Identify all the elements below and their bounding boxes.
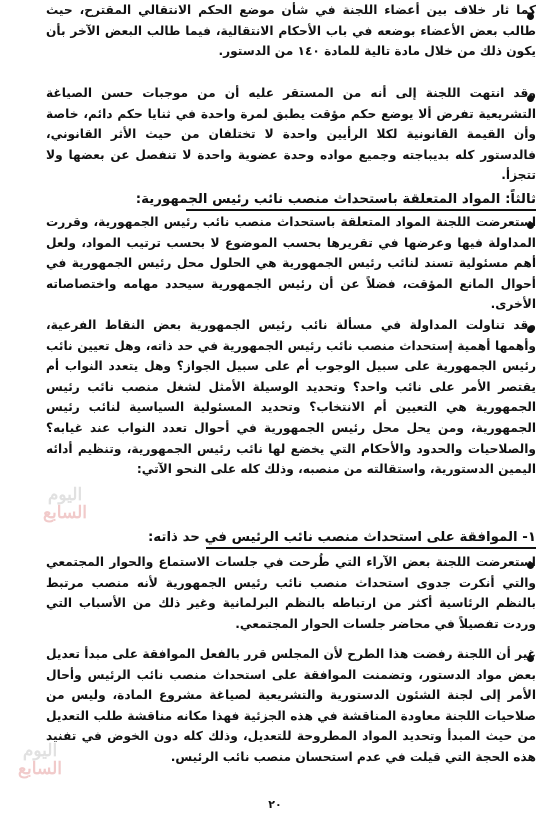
section-heading-prefix: ثالثاً: <box>505 192 536 207</box>
watermark-line-2: السابع <box>42 503 88 522</box>
subsection-heading-underline <box>206 547 536 549</box>
paragraph-3: استعرضت اللجنة المواد المتعلقة باستحداث منصب نائب رئيس الجمهورية، وقررت المداولة فيها وعرضها في تقريرها بحسب الموضوع لا بحسب ترتيب المواد، ولعل أهم مسئولية تسند لنائب رئيس الجمهورية هي الحلول محل رئيس الجمهورية في أحوال المانع المؤقت، فضلاً عن أن رئيس الجمهورية سيحدد مهامه واختصاصاته الأخرى. <box>46 215 536 312</box>
paragraph-2: وقد انتهت اللجنة إلى أنه من المستقر عليه أن من موجبات حسن الصياغة التشريعية تفرض ألا يوضع حكم مؤقت يطبق لمرة واحدة في ثنايا حكم دائم، خاصة وأن القيمة القانونية لكلا الرأيين واحدة لا تختلفان من حيث الأثر القانوني، فالدستور كله بديباجته وجميع مواده وحدة عضوية واحدة لا تنفصل عن بعضها ولا تتجزأ. <box>46 86 536 183</box>
paragraph-4: وقد تناولت المداولة في مسألة نائب رئيس الجمهورية بعض النقاط الفرعية، وأهمها أهمية إستحداث منصب نائب رئيس الجمهورية في حد ذاته، وهل تعيين نائب رئيس الجمهورية على سبيل الوجوب أم على سبيل الجواز؟ وهل يتعدد النواب أم يقتصر الأمر على نائب واحد؟ وتحديد الوسيلة الأمثل لشغل منصب نائب رئيس الجمهورية هي التعيين أم الانتخاب؟ وتحديد المسئولية السياسية لنائب رئيس الجمهورية، ومن يحل محل رئيس الجمهورية في أحوال تعدد النواب عند غيابه؟ والصلاحيات والحدود والأحكام التي يخضع لها نائب رئيس الجمهورية، وتنظيم أدائه اليمين الدستورية، واستقالته من منصبه، وذلك كله على النحو الآتي: <box>46 318 536 477</box>
watermark-line-1b: اليوم <box>22 741 58 760</box>
paragraph-5: استعرضت اللجنة بعض الآراء التي طُرحت في جلسات الاستماع والحوار المجتمعي والتي أنكرت جدوى استحداث منصب نائب رئيس الجمهورية لأنه منصب مرتبط بالنظم الرئاسية أكثر من ارتباطه بالنظم البرلمانية وغير ذلك من الأسباب التي وردت تفصيلاً في محاضر جلسات الحوار المجتمعي. <box>46 555 536 631</box>
subsection-heading-approval <box>148 528 536 548</box>
watermark-line-1: اليوم <box>47 485 83 504</box>
subsection-heading-text: ١- الموافقة على استحداث منصب نائب الرئيس في حد ذاته: <box>147 530 536 545</box>
section-heading-underline <box>186 209 536 211</box>
watermark-line-2b: السابع <box>17 759 63 778</box>
section-heading-third <box>136 190 536 210</box>
watermark-logo-top <box>30 486 100 522</box>
watermark-logo-bottom <box>5 742 75 778</box>
page-number: ٢٠ <box>268 798 282 811</box>
paragraph-1: كما ثار خلاف بين أعضاء اللجنة في شأن موضع الحكم الانتقالي المقترح، حيث طالب بعض الأعضاء بوضعه في باب الأحكام الانتقالية، فيما طالب البعض الآخر بأن يكون ذلك من خلال مادة تالية للمادة ١٤٠ من الدستور. <box>46 3 536 59</box>
paragraph-6: غير أن اللجنة رفضت هذا الطرح لأن المجلس قرر بالفعل الموافقة على مبدأ تعديل بعض مواد الدستور، وتضمنت الموافقة على استحداث منصب نائب الرئيس وأحال الأمر إلى لجنة الشئون الدستورية والتشريعية لصياغة مشروع المادة، وليس من صلاحيات اللجنة معاودة المناقشة في هذه الجزئية فهذا مكانه مناقشة طلب التعديل من حيث المبدأ وتحديد المواد المطروحة للتعديل، وذلك كله دون الخوض في تفنيد هذه الحجة التي قيلت في عدم استحسان منصب نائب الرئيس. <box>46 647 536 764</box>
section-heading-text: المواد المتعلقة باستحداث منصب نائب رئيس الجمهورية: <box>135 192 501 207</box>
